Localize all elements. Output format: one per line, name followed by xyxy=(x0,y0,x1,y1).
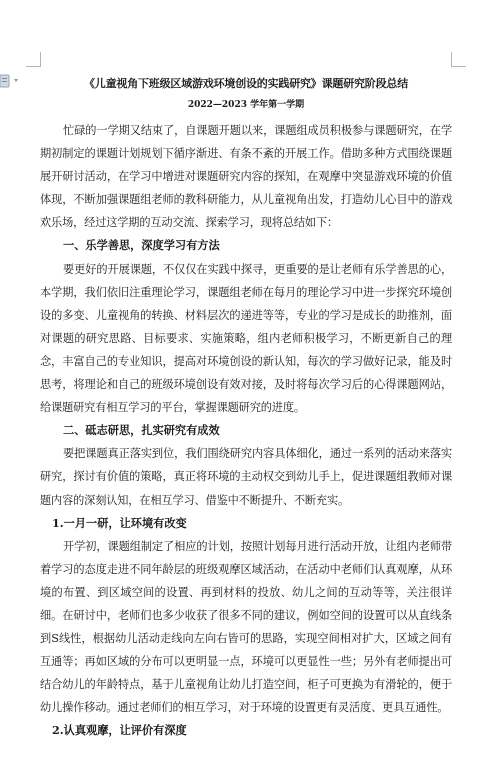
page-corner-mark-top-right xyxy=(451,52,466,67)
section-2-heading: 二、砥志研思，扎实研究有成效 xyxy=(63,423,220,438)
page-corner-mark-top-left xyxy=(26,52,41,67)
document-title: 《儿童视角下班级区域游戏环境创设的实践研究》课题研究阶段总结 xyxy=(84,77,408,90)
subsection-1-heading: 1.一月一研，让环境有改变 xyxy=(52,515,187,530)
document-subtitle: 2022—2023 学年第一学期 xyxy=(187,100,305,110)
section-1-heading: 一、乐学善思，深度学习有方法 xyxy=(63,238,220,253)
section-1-paragraph: 要更好的开展课题，不仅仅在实践中探寻，更重要的是让老师有乐学善思的心，本学期，我们依旧注重理论学习，课题组老师在每月的理论学习中进一步探究环境创设的多变、儿童视角的转换、材料层次的递进等等，专业的学习是成长的助推剂，面对课题的研究思路、目标要求、实施策略，组内老师积极学习，不断更新自己的理念，丰富自己的专业知识，提高对环境创设的新认知，每次的学习做好记录，能及时思考，将理论和自己的班级环境创设有效对接，及时将每次学习后的心得课题网站，给课题研究有相互学习的平台，掌握课题研究的进度。 xyxy=(40,262,452,415)
document-panel-icon[interactable] xyxy=(0,72,22,90)
document-page xyxy=(40,74,452,743)
subsection-1-paragraph: 开学初，课题组制定了相应的计划，按照计划每月进行活动开放，让组内老师带着学习的态度走进不同年龄层的班级观摩区域活动，在活动中老师们认真观摩，从环境的布置、到区域空间的设置、再到材料的投放、幼儿之间的互动等等，关注很详细。在研讨中，老师们也多少收获了很多不同的建议，例如空间的设置可以从直线条到S线性，根据幼儿活动走线向左向右皆可的思路，实现空间相对扩大，区域之间有互通等；再如区域的分布可以更明显一点，环境可以更显性一些；另外有老师提出可结合幼儿的年龄特点，基于儿童视角让幼儿打造空间，柜子可更换为有滑轮的，便于幼儿操作移动。通过老师们的相互学习，对于环境的设置更有灵活度、更具互通性。 xyxy=(40,539,452,715)
section-2-paragraph: 要把课题真正落实到位，我们围绕研究内容具体细化，通过一系列的活动来落实研究，探讨有价值的策略，真正将环境的主动权交到幼儿手上，促进课题组教师对课题内容的深刻认知，在相互学习、借鉴中不断提升、不断充实。 xyxy=(40,447,452,507)
subsection-2-heading: 2.认真观摩，让评价有深度 xyxy=(52,723,187,738)
intro-paragraph: 忙碌的一学期又结束了，自课题开题以来，课题组成员积极参与课题研究，在学期初制定的课题计划规划下循序渐进、有条不紊的开展工作。借助多种方式围绕课题展开研讨活动，在学习中增进对课题研究内容的探知，在观摩中突显游戏环境的价值体现，不断加强课题组老师的教科研能力，从儿童视角出发，打造幼儿心目中的游戏欢乐场，经过这学期的互动交流、探索学习，现将总结如下： xyxy=(40,124,452,230)
